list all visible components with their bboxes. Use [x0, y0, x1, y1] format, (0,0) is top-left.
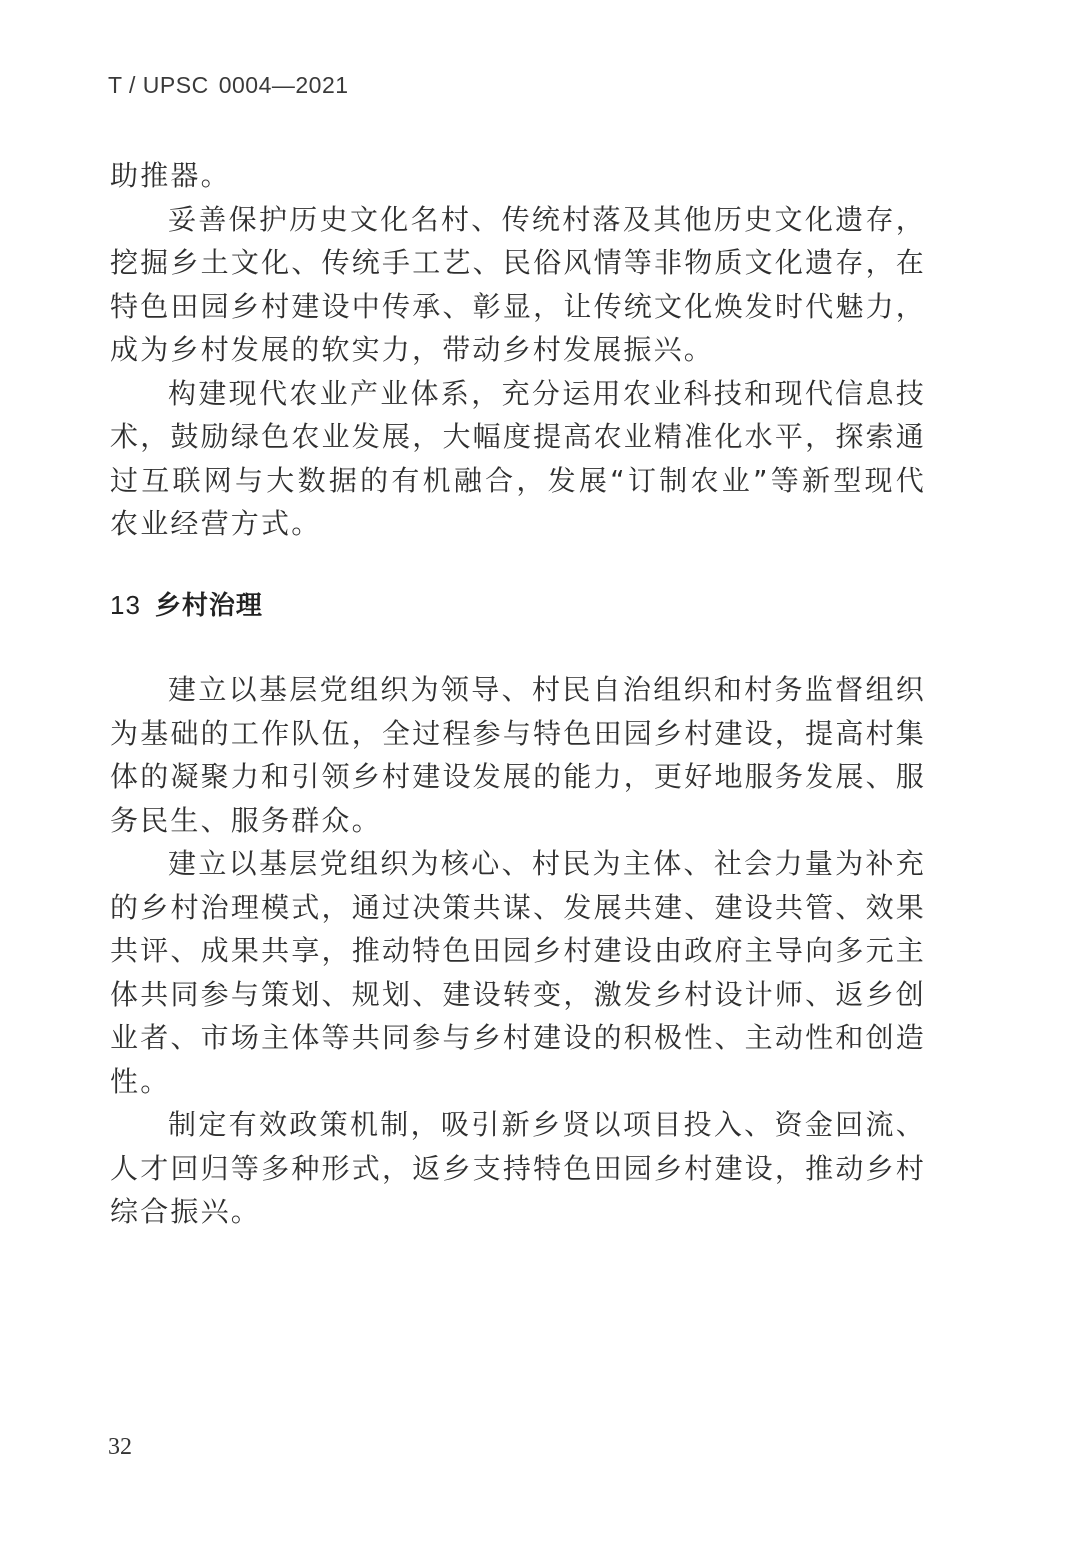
- standard-org-code: T / UPSC: [108, 72, 209, 98]
- paragraph: 建立以基层党组织为核心、村民为主体、社会力量为补充的乡村治理模式，通过决策共谋、发展共建、建设共管、效果共评、成果共享，推动特色田园乡村建设由政府主导向多元主体共同参与策划、规划、建设转变，激发乡村设计师、返乡创业者、市场主体等共同参与乡村建设的积极性、主动性和创造性。: [110, 847, 926, 1098]
- section-title: 乡村治理: [154, 590, 263, 621]
- page-number: 32: [108, 1434, 132, 1460]
- standard-doc-number: 0004—2021: [218, 72, 349, 98]
- paragraph: 制定有效政策机制，吸引新乡贤以项目投入、资金回流、人才回归等多种形式，返乡支持特色田园乡村建设，推动乡村综合振兴。: [110, 1108, 926, 1228]
- paragraph: 妥善保护历史文化名村、传统村落及其他历史文化遗存，挖掘乡土文化、传统手工艺、民俗风情等非物质文化遗存，在特色田园乡村建设中传承、彰显，让传统文化焕发时代魅力，成为乡村发展的软实力，带动乡村发展振兴。: [110, 202, 926, 366]
- section-heading: [110, 584, 926, 629]
- section-number: 13: [110, 589, 141, 620]
- paragraph: 构建现代农业产业体系，充分运用农业科技和现代信息技术，鼓励绿色农业发展，大幅度提高农业精准化水平，探索通过互联网与大数据的有机融合，发展“订制农业”等新型现代农业经营方式。: [110, 376, 926, 540]
- page-header: [108, 72, 349, 99]
- paragraph-continuation: 助推器。: [110, 159, 231, 192]
- paragraph: 建立以基层党组织为领导、村民自治组织和村务监督组织为基础的工作队伍，全过程参与特色田园乡村建设，提高村集体的凝聚力和引领乡村建设发展的能力，更好地服务发展、服务民生、服务群众。: [110, 673, 926, 837]
- body-text: [110, 154, 926, 1234]
